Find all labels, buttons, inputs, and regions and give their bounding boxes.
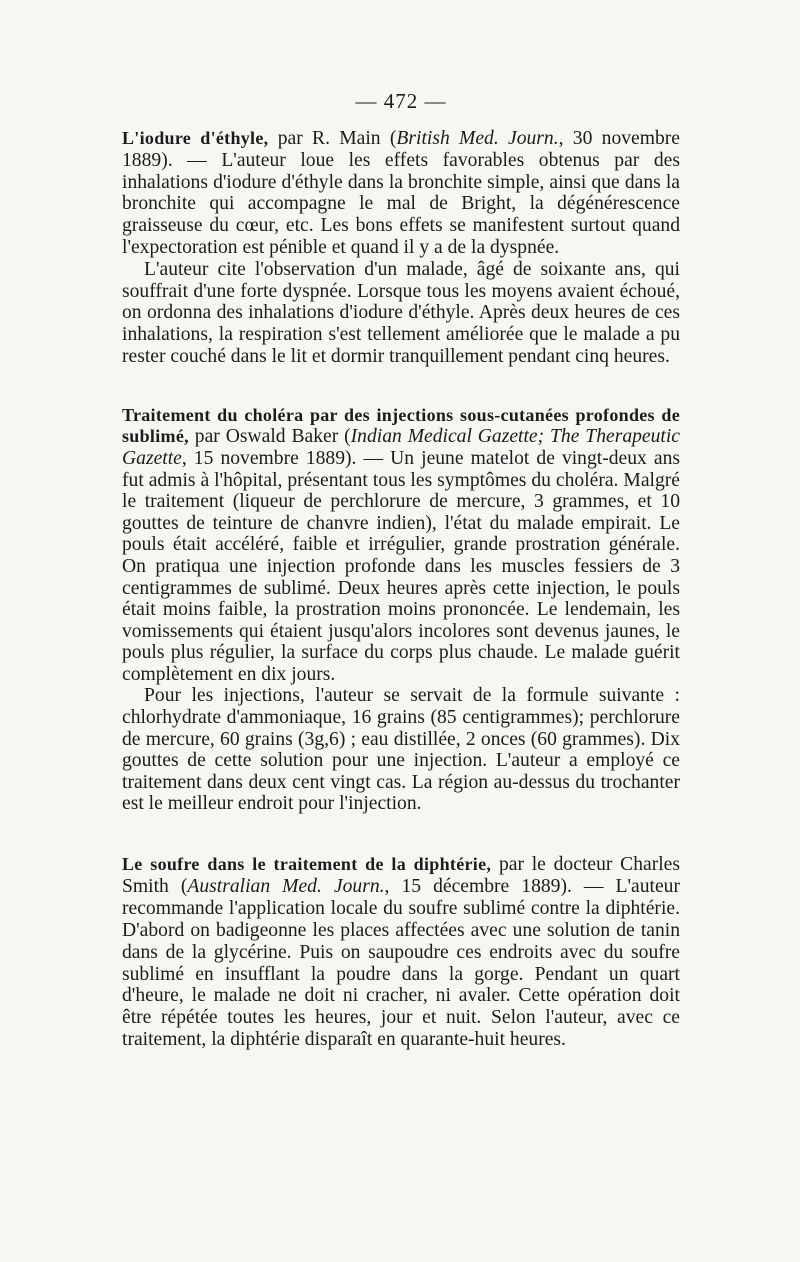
paragraph-text: , 15 novembre 1889). — Un jeune matelot de vingt-deux ans fut admis à l'hôpital, présentant tous les symptômes du choléra. Malgré le traitement (liqueur de perchlorure de mercure, 3 grammes, et 10 gouttes de teinture de chanvre indien), l'état du malade empirait. Le pouls était accéléré, faible et irrégulier, grande prostration générale. On pratiqua une injection profonde dans les muscles fessiers de 3 centigrammes de sublimé. Deux heures après cette injection, le pouls était moins faible, la prostration moins prononcée. Le lendemain, les vomissements qui étaient jusqu'alors incolores sont devenus jaunes, le pouls plus régulier, la surface du corps plus chaude. Le malade guérit complètement en dix jours. <box>122 447 680 685</box>
paragraph-text: Pour les injections, l'auteur se servait de la formule suivante : chlorhydrate d'ammoniaque, 16 grains (85 centigrammes); perchlorure de mercure, 60 grains (3g,6) ; eau distillée, 2 onces (60 grammes). Dix gouttes de cette solution pour une injection. L'auteur a employé ce traitement dans deux cent vingt cas. La région au-dessus du trochanter est le meilleur endroit pour l'injection. <box>122 685 680 815</box>
article-paragraph <box>122 405 680 686</box>
article-paragraph <box>122 854 680 1051</box>
article-paragraph <box>122 685 680 815</box>
article-paragraph <box>122 259 680 368</box>
article-heading: L'iodure d'éthyle, <box>122 128 269 148</box>
article-heading: Le soufre dans le traitement de la diphtérie, <box>122 854 492 875</box>
citation-source: British Med. Journ. <box>396 128 559 149</box>
paragraph-text: par Oswald Baker ( <box>188 426 351 448</box>
article-soufre-diphterie <box>122 854 680 1051</box>
citation-source: Australian Med. Journ. <box>187 875 385 897</box>
paragraph-text: par le docteur Charles Smith ( <box>122 854 680 897</box>
article-heading: Traitement du choléra par des injections sous-cutanées profondes de sublimé, <box>122 404 680 447</box>
page-number: — 472 — <box>355 89 447 113</box>
article-iodure-ethyle <box>122 128 680 368</box>
paragraph-text: , 15 décembre 1889). — L'auteur recommande l'application locale du soufre sublimé contre la diphtérie. D'abord on badigeonne les places affectées avec une solution de tanin dans de la glycérine. Puis on saupoudre ces endroits avec du soufre sublimé en insufflant la poudre dans la gorge. Pendant un quart d'heure, le malade ne doit ni cracher, ni avaler. Cette opération doit être répétée toutes les heures, jour et nuit. Selon l'auteur, avec ce traitement, la diphtérie disparaît en quarante-huit heures. <box>122 875 681 1051</box>
article-paragraph <box>122 128 680 259</box>
article-cholera-sublime <box>122 405 680 815</box>
paragraph-text: L'auteur cite l'observation d'un malade, âgé de soixante ans, qui souffrait d'une forte dyspnée. Lorsque tous les moyens avaient échoué, on ordonna des inhalations d'iodure d'éthyle. Après deux heures de ces inhalations, la respiration s'est tellement améliorée que le malade a pu rester couché dans le lit et dormir tranquillement pendant cinq heures. <box>122 258 680 367</box>
paragraph-text: , 30 novembre 1889). — L'auteur loue les effets favorables obtenus par des inhalations d'iodure d'éthyle dans la bronchite simple, ainsi que dans la bronchite qui accompagne le mal de Bright, la dégénérescence graisseuse du cœur, etc. Les bons effets se manifestent surtout quand l'expectoration est pénible et quand il y a de la dyspnée. <box>122 128 681 258</box>
citation-source: Indian Medical Gazette; The Therapeutic Gazette <box>122 426 680 469</box>
paragraph-text: par R. Main ( <box>268 128 397 149</box>
